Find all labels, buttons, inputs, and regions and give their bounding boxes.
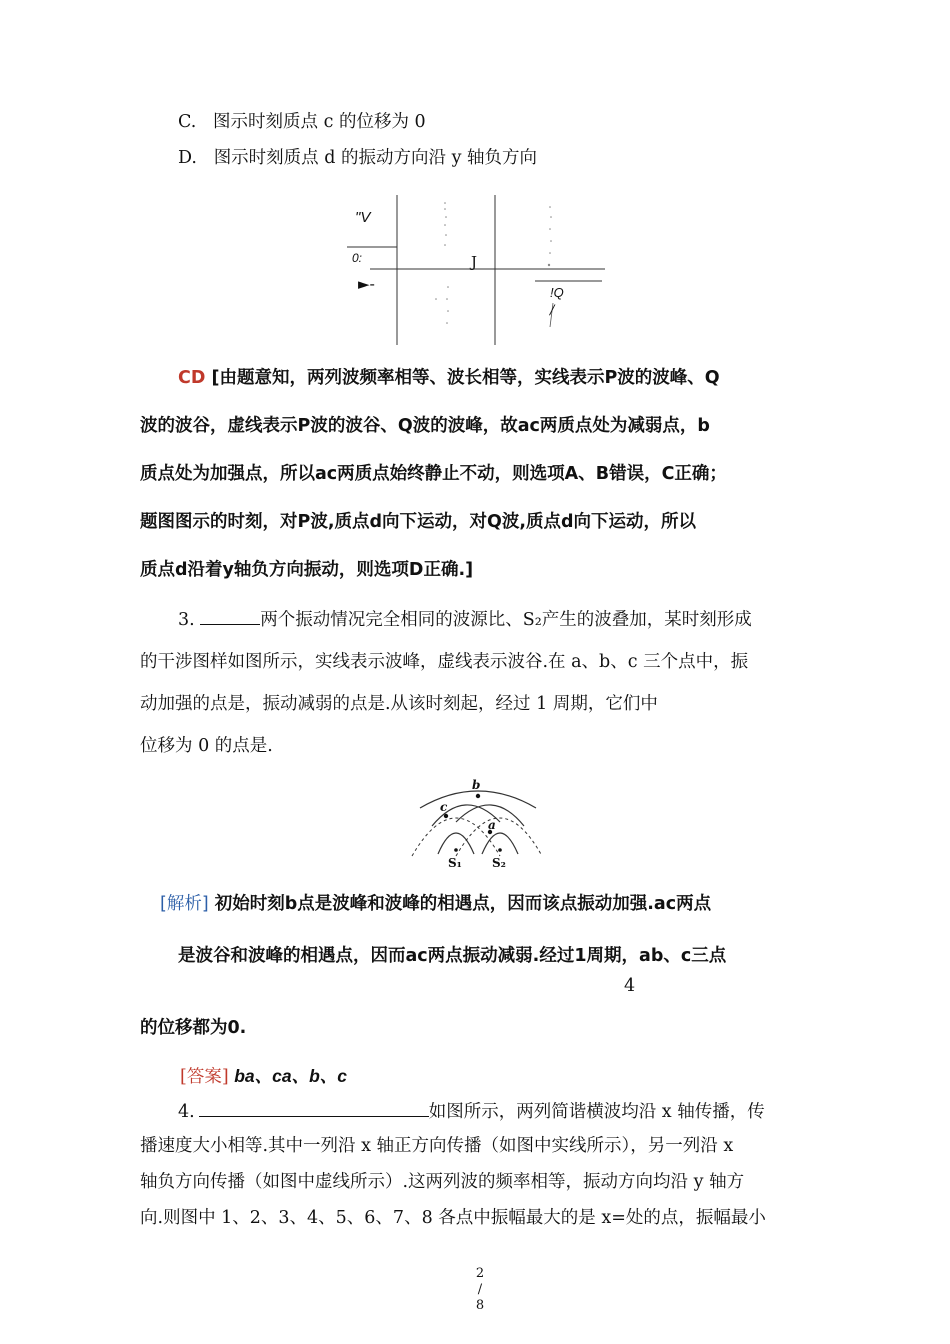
question3-line-4: 位移为 0 的点是. <box>140 736 273 756</box>
question4-line-2: 播速度大小相等.其中一列沿 x 轴正方向传播（如图中实线所示），另一列沿 x <box>140 1136 734 1156</box>
wave-figure-1 <box>340 195 610 345</box>
fig2-label-b: b <box>472 778 481 792</box>
question3-line-1: 3. 两个振动情况完全相同的波源比、S₂产生的波叠加，某时刻形成 <box>178 606 752 632</box>
question3-line-3: 动加强的点是，振动减弱的点是.从该时刻起，经过 1 周期，它们中 <box>140 694 658 714</box>
fig1-label-o: 0: <box>352 251 363 265</box>
question4-line-3: 轴负方向传播（如图中虚线所示）.这两列波的频率相等，振动方向均沿 y 轴方 <box>140 1172 745 1192</box>
fig2-label-s1: S₁ <box>448 856 462 870</box>
page-number-separator: / <box>477 1282 483 1297</box>
fig2-label-c: c <box>440 800 448 814</box>
analysis3-line-1: [解析] 初始时刻b点是波峰和波峰的相遇点，因而该点振动加强.ac两点 <box>160 894 712 914</box>
fig1-label-v: "V <box>355 209 371 226</box>
fig2-label-a: a <box>488 818 496 832</box>
page-number-total: 8 <box>475 1298 485 1313</box>
fig1-label-j: J <box>471 253 478 271</box>
solution2-line-1: CD [由题意知，两列波频率相等、波长相等，实线表示P波的波峰、Q <box>178 368 720 388</box>
fig1-label-slash: / <box>550 303 555 318</box>
solution2-line-3: 质点处为加强点，所以ac两质点始终静止不动，则选项A、B错误，C正确； <box>140 464 727 484</box>
fig1-label-q: !Q <box>550 285 564 300</box>
question4-blank[interactable] <box>199 1098 429 1117</box>
page-number-current: 2 <box>475 1266 485 1281</box>
fig2-label-s2: S₂ <box>492 856 506 870</box>
option-d: D. 图示时刻质点 d 的振动方向沿 y 轴负方向 <box>178 148 538 168</box>
analysis3-fraction-denominator: 4 <box>624 976 636 996</box>
option-c: C. 图示时刻质点 c 的位移为 0 <box>178 112 426 132</box>
fig1-label-arrow: ►- <box>358 275 375 293</box>
answer3: [答案] ba、ca、b、c <box>180 1066 348 1087</box>
question3-blank[interactable] <box>200 606 260 625</box>
question3-line-2: 的干涉图样如图所示，实线表示波峰，虚线表示波谷.在 a、b、c 三个点中，振 <box>140 652 749 672</box>
solution2-line-5: 质点d沿着y轴负方向振动，则选项D正确.] <box>140 560 474 580</box>
question4-line-1: 4. 如图所示，两列简谐横波均沿 x 轴传播，传 <box>178 1098 765 1124</box>
interference-figure <box>410 778 546 874</box>
question4-line-4: 向.则图中 1、2、3、4、5、6、7、8 各点中振幅最大的是 x=处的点，振幅最小 <box>140 1208 766 1228</box>
analysis3-line-3: 的位移都为0. <box>140 1018 247 1038</box>
analysis3-line-2: 是波谷和波峰的相遇点，因而ac两点振动减弱.经过1周期，ab、c三点 <box>178 946 727 966</box>
solution2-line-2: 波的波谷，虚线表示P波的波谷、Q波的波峰，故ac两质点处为减弱点，b <box>140 416 710 436</box>
interference-figure-graphic <box>410 782 546 874</box>
solution2-line-4: 题图图示的时刻，对P波,质点d向下运动，对Q波,质点d向下运动，所以 <box>140 512 697 532</box>
